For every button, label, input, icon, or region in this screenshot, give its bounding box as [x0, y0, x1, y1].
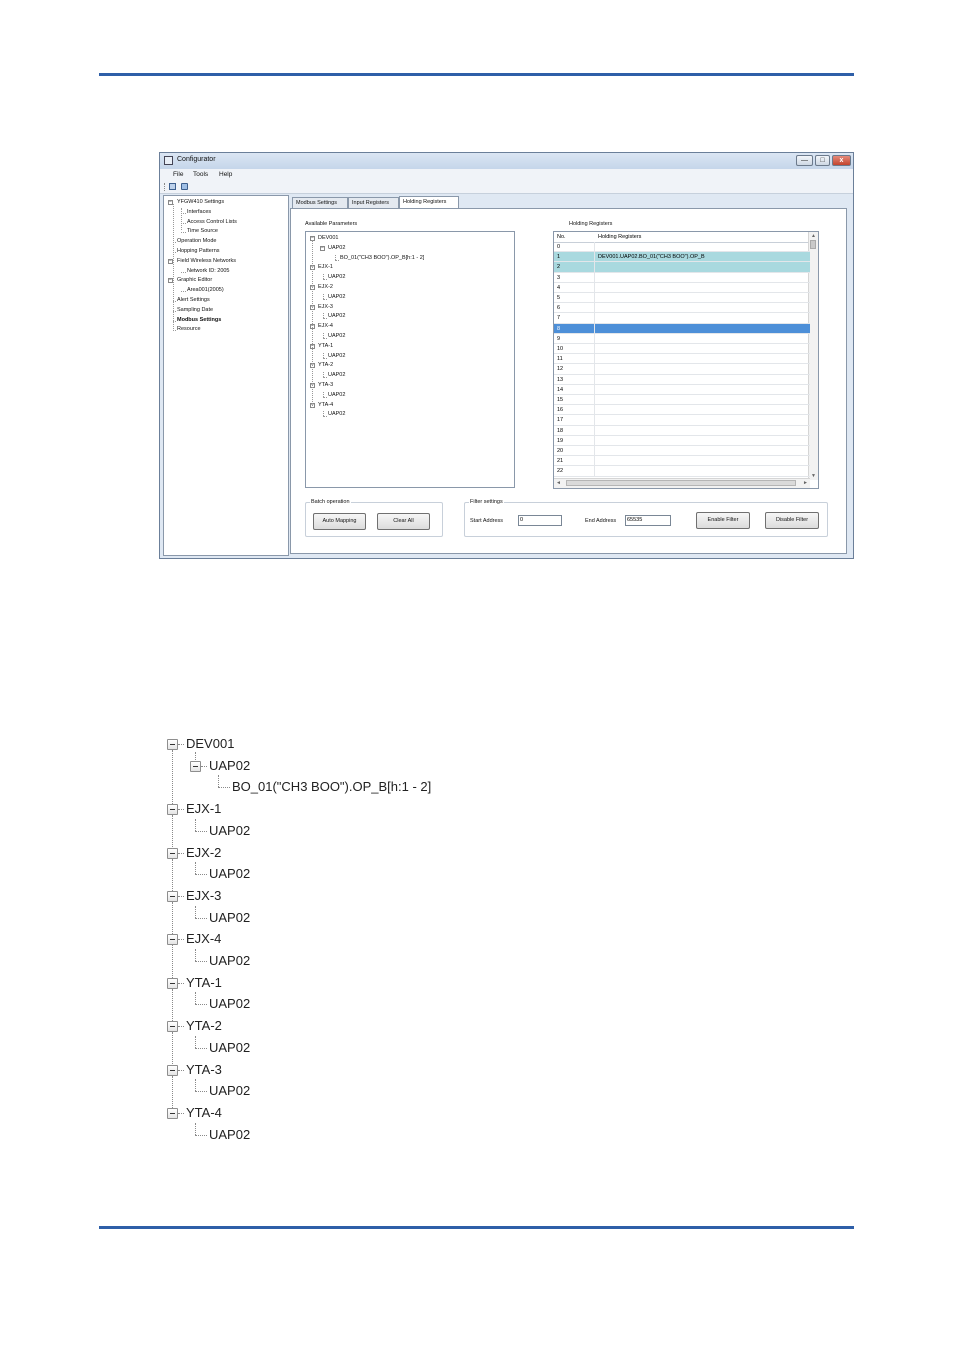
column-separator [594, 456, 595, 465]
tab-label: Input Registers [352, 200, 389, 206]
column-separator [594, 446, 595, 455]
tree-connector [178, 809, 184, 810]
collapse-icon[interactable]: − [169, 199, 172, 205]
holding-registers-panel [290, 208, 847, 554]
tree-connector [181, 272, 186, 273]
tree-connector [181, 232, 186, 233]
tree-item-label[interactable]: UAP02 [209, 822, 251, 838]
tree-connector [195, 1091, 207, 1092]
collapse-icon[interactable] [167, 934, 178, 945]
column-no: No. [557, 234, 566, 240]
available-parameters-heading: Available Parameters [305, 221, 358, 227]
register-number: 20 [557, 448, 564, 454]
tree-connector [335, 255, 336, 260]
column-separator [594, 324, 595, 333]
scroll-up-icon[interactable]: ▲ [811, 233, 816, 239]
parameter-item[interactable]: UAP02 [328, 391, 346, 398]
parameter-item[interactable]: BO_01("CH3 BOO").OP_B[h:1 - 2] [340, 254, 425, 261]
tree-connector [195, 992, 196, 1004]
scroll-h-thumb[interactable] [566, 480, 796, 486]
tree-item-label[interactable]: UAP02 [209, 909, 251, 925]
column-separator [594, 415, 595, 424]
enlarged-parameter-tree [160, 730, 560, 1150]
nav-item[interactable]: Time Source [187, 228, 218, 235]
table-row[interactable] [554, 405, 810, 415]
table-row[interactable] [554, 262, 810, 272]
column-separator [594, 364, 595, 373]
navigation-tree [163, 195, 289, 556]
minimize-button[interactable] [796, 155, 813, 166]
table-row[interactable] [554, 456, 810, 466]
tree-item-label[interactable]: EJX-3 [186, 887, 222, 903]
tree-connector [195, 1135, 207, 1136]
tree-connector [195, 1079, 196, 1091]
table-row[interactable] [554, 303, 810, 313]
tree-connector [178, 983, 184, 984]
tree-guide [172, 1076, 173, 1108]
menu-tools[interactable]: Tools [193, 171, 209, 178]
tree-connector [201, 766, 207, 767]
tree-connector [178, 1070, 184, 1071]
batch-operation-group [305, 499, 443, 537]
collapse-icon[interactable] [167, 891, 178, 902]
tab-input-registers[interactable] [348, 197, 399, 208]
collapse-icon[interactable]: − [321, 244, 324, 251]
table-row[interactable] [554, 364, 810, 374]
register-number: 12 [557, 366, 564, 373]
tree-connector [323, 372, 324, 377]
register-number: 6 [557, 305, 561, 312]
table-row[interactable] [554, 426, 810, 436]
table-row[interactable] [554, 283, 810, 293]
tree-item-label[interactable]: UAP02 [209, 953, 251, 968]
tree-connector [323, 353, 324, 358]
toolbar [160, 181, 853, 194]
table-row[interactable] [554, 344, 810, 354]
parameter-item[interactable]: YTA-2 [318, 362, 334, 369]
nav-item[interactable]: Interfaces [187, 208, 212, 215]
collapse-icon[interactable]: − [169, 257, 172, 264]
register-number: 7 [557, 315, 561, 322]
tree-connector [323, 333, 324, 338]
tree-guide [172, 750, 173, 804]
collapse-icon[interactable] [167, 1065, 178, 1076]
parameter-item[interactable]: UAP02 [328, 244, 346, 251]
tree-connector [195, 819, 196, 831]
maximize-icon: □ [820, 157, 825, 164]
column-separator [594, 385, 595, 394]
parameter-item[interactable]: UAP02 [328, 333, 346, 339]
clear-all-button[interactable] [377, 513, 430, 530]
tree-connector [323, 416, 327, 417]
parameter-item[interactable]: UAP02 [328, 372, 346, 379]
tree-guide [172, 859, 173, 891]
column-separator [594, 283, 595, 292]
tree-connector [178, 1026, 184, 1027]
app-icon [164, 156, 173, 165]
collapse-icon[interactable]: − [169, 277, 172, 284]
table-row[interactable] [554, 242, 810, 252]
close-button[interactable] [832, 155, 851, 166]
tree-connector [323, 313, 324, 318]
register-number: 22 [557, 468, 564, 475]
register-number: 21 [557, 458, 564, 465]
register-number: 2 [557, 264, 561, 271]
collapse-icon[interactable]: − [311, 264, 314, 271]
collapse-icon[interactable]: − [311, 235, 314, 241]
tree-item-label[interactable]: YTA-3 [186, 1061, 222, 1077]
toolbar-grip-icon [164, 183, 166, 191]
register-number: 5 [557, 295, 561, 301]
tree-connector [178, 896, 184, 897]
column-separator [594, 426, 595, 435]
column-separator [594, 405, 595, 414]
end-address-input[interactable]: 65535 [625, 515, 671, 526]
collapse-icon[interactable]: − [311, 323, 314, 330]
tree-connector [195, 918, 207, 919]
register-number: 19 [557, 437, 564, 444]
configurator-window [159, 152, 854, 559]
table-row[interactable] [554, 436, 810, 446]
table-row[interactable] [554, 293, 810, 303]
collapse-icon[interactable]: − [311, 284, 314, 290]
nav-item[interactable]: YFGW410 Settings [177, 199, 225, 205]
tree-connector [178, 1113, 184, 1114]
register-number: 9 [557, 335, 561, 342]
nav-item[interactable]: Alert Settings [177, 297, 210, 303]
menu-file[interactable]: File [173, 171, 184, 178]
table-row[interactable] [554, 395, 810, 405]
collapse-icon[interactable] [167, 1021, 178, 1032]
register-number: 8 [557, 325, 561, 332]
parameter-item[interactable]: UAP02 [328, 313, 346, 320]
holding-registers-heading: Holding Registers [569, 221, 613, 227]
button-label: Disable Filter [775, 517, 809, 523]
tree-item-label[interactable]: YTA-4 [186, 1104, 222, 1120]
disable-filter-button[interactable] [765, 512, 819, 529]
tree-connector [323, 397, 327, 398]
register-number: 14 [557, 386, 564, 393]
tree-connector [218, 787, 230, 788]
tree-connector [195, 949, 196, 961]
tree-connector [195, 1036, 196, 1048]
tree-guide [181, 208, 182, 230]
filter-settings-group [464, 499, 828, 537]
tree-connector [323, 294, 324, 299]
tree-connector [335, 260, 339, 261]
scroll-right-icon[interactable]: ► [803, 480, 808, 486]
tree-item-label[interactable]: UAP02 [209, 1039, 251, 1055]
table-row[interactable] [554, 273, 810, 283]
column-separator [594, 252, 595, 261]
tree-item-label[interactable]: UAP02 [209, 866, 251, 882]
parameter-item[interactable]: YTA-3 [318, 382, 334, 388]
tree-guide [172, 902, 173, 934]
parameter-item[interactable]: UAP02 [328, 411, 346, 418]
nav-item[interactable]: Field Wireless Networks [177, 257, 236, 264]
tree-connector [195, 874, 207, 875]
register-number: 11 [557, 356, 563, 363]
button-label: Auto Mapping [322, 518, 357, 524]
tree-connector [178, 939, 184, 940]
column-separator [594, 436, 595, 445]
menu-help[interactable]: Help [219, 171, 233, 178]
save-icon[interactable] [169, 183, 176, 190]
tree-item-label[interactable]: EJX-2 [186, 844, 222, 860]
tree-connector [323, 392, 324, 397]
batch-operation-title: Batch operation [311, 499, 350, 505]
collapse-icon[interactable]: − [311, 342, 314, 349]
title-bar[interactable] [160, 153, 853, 169]
collapse-icon[interactable]: − [311, 303, 314, 310]
tree-guide [312, 240, 313, 408]
tree-item-label[interactable]: UAP02 [209, 1126, 251, 1142]
nav-item[interactable]: Hopping Patterns [177, 248, 220, 254]
scroll-left-icon[interactable]: ◄ [556, 480, 561, 486]
tree-connector [323, 299, 327, 300]
collapse-icon[interactable] [167, 804, 178, 815]
horizontal-scrollbar[interactable] [554, 478, 810, 488]
tree-connector [195, 1123, 196, 1135]
tree-guide [172, 1032, 173, 1064]
tree-connector [195, 831, 207, 832]
register-number: 4 [557, 284, 561, 291]
tree-connector [195, 1004, 207, 1005]
register-value: DEV001.UAP02.BO_01("CH3 BOO").OP_B [598, 254, 705, 261]
tree-connector [323, 358, 327, 359]
table-row[interactable] [554, 334, 810, 344]
tree-item-label[interactable]: YTA-1 [186, 974, 222, 990]
table-row[interactable] [554, 415, 810, 425]
close-icon: x [839, 157, 844, 164]
table-row[interactable] [554, 252, 810, 262]
tree-item-label[interactable]: YTA-2 [186, 1018, 222, 1034]
column-separator [594, 313, 595, 322]
start-address-input[interactable]: 0 [518, 515, 562, 526]
column-separator [594, 344, 595, 353]
register-number: 16 [557, 407, 564, 414]
table-row[interactable] [554, 354, 810, 364]
register-number: 10 [557, 346, 564, 352]
tree-connector [218, 775, 219, 787]
tree-connector [195, 961, 207, 962]
tree-connector [323, 279, 327, 280]
column-separator [594, 242, 595, 251]
column-separator [594, 262, 595, 271]
nav-item[interactable]: Network ID: 2005 [187, 267, 230, 274]
tab-label: Holding Registers [403, 199, 447, 205]
parameter-item[interactable]: UAP02 [328, 274, 346, 281]
tree-item-label[interactable]: EJX-4 [186, 931, 222, 947]
column-separator [594, 375, 595, 384]
scroll-down-icon[interactable]: ▼ [811, 473, 816, 479]
table-row[interactable] [554, 446, 810, 456]
nav-item[interactable]: Modbus Settings [177, 316, 222, 323]
tree-connector [195, 906, 196, 918]
nav-item[interactable]: Area001(2005) [187, 287, 224, 294]
nav-item[interactable]: Sampling Date [177, 306, 214, 313]
auto-mapping-button[interactable] [313, 513, 366, 530]
holding-registers-table[interactable] [553, 231, 819, 489]
parameter-item[interactable]: YTA-1 [318, 342, 334, 349]
parameter-item[interactable]: UAP02 [328, 352, 346, 359]
tree-guide [195, 752, 196, 760]
tree-guide [172, 945, 173, 977]
register-number: 13 [557, 376, 564, 383]
table-row[interactable] [554, 375, 810, 385]
nav-item[interactable]: Resource [177, 326, 201, 333]
parameter-item[interactable]: YTA-4 [318, 401, 334, 408]
tree-item-label[interactable]: EJX-1 [186, 801, 222, 817]
parameter-item[interactable]: EJX-4 [318, 323, 333, 330]
collapse-icon[interactable]: − [311, 382, 314, 388]
start-address-label: Start Address [470, 518, 504, 524]
nav-item[interactable]: Operation Mode [177, 238, 217, 245]
menu-bar [160, 169, 853, 181]
maximize-button[interactable] [815, 155, 830, 166]
collapse-icon[interactable] [167, 739, 178, 750]
table-row[interactable] [554, 466, 810, 476]
collapse-icon[interactable] [167, 978, 178, 989]
tree-guide [172, 989, 173, 1021]
tree-connector [323, 338, 327, 339]
table-row[interactable] [554, 324, 810, 334]
tree-item-label[interactable]: BO_01("CH3 BOO").OP_B[h:1 - 2] [232, 779, 432, 795]
scroll-thumb[interactable] [810, 240, 816, 249]
nav-item[interactable]: Graphic Editor [177, 277, 213, 284]
tree-connector [323, 274, 324, 279]
tree-item-label[interactable]: UAP02 [209, 757, 251, 773]
enable-filter-button[interactable] [696, 512, 750, 529]
column-separator [594, 334, 595, 343]
tab-holding-registers[interactable] [399, 196, 459, 208]
end-address-label: End Address [585, 518, 617, 524]
collapse-icon[interactable] [190, 761, 201, 772]
footer-rule [99, 1226, 854, 1229]
connect-icon[interactable] [181, 183, 188, 190]
parameter-item[interactable]: EJX-2 [318, 284, 333, 290]
register-number: 18 [557, 427, 564, 434]
window-title: Configurator [177, 156, 216, 163]
column-separator [594, 395, 595, 404]
table-row[interactable] [554, 313, 810, 323]
header-rule [99, 73, 854, 76]
tab-modbus-settings[interactable] [292, 197, 348, 208]
column-separator [594, 273, 595, 282]
tree-connector [195, 1048, 207, 1049]
column-separator [594, 354, 595, 363]
tree-connector [323, 411, 324, 416]
column-separator [594, 293, 595, 302]
tree-connector [323, 377, 327, 378]
tree-connector [173, 330, 176, 331]
register-number: 3 [557, 274, 561, 281]
filter-settings-title: Filter settings [470, 499, 503, 505]
available-parameters-tree[interactable] [305, 231, 515, 488]
minimize-icon: — [801, 157, 808, 164]
parameter-item[interactable]: UAP02 [328, 293, 346, 300]
parameter-item[interactable]: EJX-3 [318, 303, 333, 310]
tree-connector [178, 853, 184, 854]
collapse-icon[interactable] [167, 848, 178, 859]
collapse-icon[interactable]: − [311, 401, 314, 408]
tab-label: Modbus Settings [296, 200, 337, 206]
tree-item-label[interactable]: UAP02 [209, 996, 251, 1012]
tree-guide [172, 815, 173, 847]
tree-item-label[interactable]: DEV001 [186, 736, 235, 751]
register-number: 0 [557, 244, 561, 250]
register-number: 17 [557, 417, 564, 424]
register-number: 15 [557, 397, 564, 403]
tree-connector [178, 744, 184, 745]
tree-guide [173, 204, 174, 329]
parameter-item[interactable]: EJX-1 [318, 264, 333, 271]
column-holding-registers: Holding Registers [598, 234, 642, 240]
tree-item-label[interactable]: UAP02 [209, 1083, 251, 1099]
button-label: Clear All [393, 518, 414, 524]
tree-connector [195, 862, 196, 874]
collapse-icon[interactable]: − [311, 362, 314, 369]
table-row[interactable] [554, 385, 810, 395]
register-number: 1 [557, 254, 561, 261]
tree-connector [323, 318, 327, 319]
column-separator [594, 303, 595, 312]
column-separator [594, 466, 595, 475]
tree-connector [181, 291, 186, 292]
nav-item[interactable]: Access Control Lists [187, 218, 237, 225]
parameter-item[interactable]: DEV001 [318, 235, 339, 241]
collapse-icon[interactable] [167, 1108, 178, 1119]
button-label: Enable Filter [707, 517, 739, 523]
